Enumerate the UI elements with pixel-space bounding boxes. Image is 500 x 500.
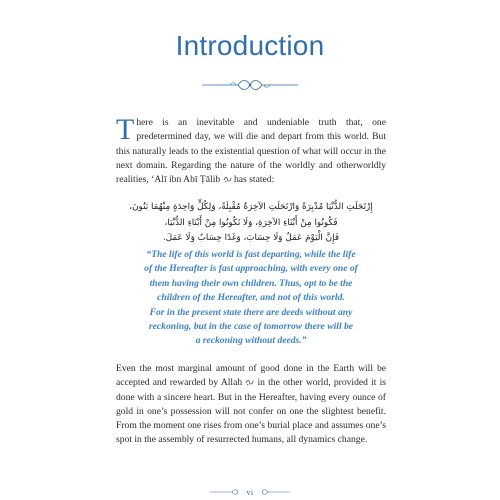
translation-quote xyxy=(116,248,386,349)
footer-ornament-right-icon xyxy=(260,488,290,496)
arabic-quote xyxy=(118,200,384,247)
arabic-line: فَإِنَّ الْيَوْمَ عَمَلٌ وَلَا حِسَابَ، وَغَدًا حِسَابٌ وَلَا عَمَلَ. xyxy=(162,233,340,243)
quote-line: a reckoning without deeds.” xyxy=(195,335,307,347)
flourish-divider-icon xyxy=(200,78,300,92)
quote-line: of the Hereafter is fast approaching, with every one of xyxy=(144,263,358,275)
footer-ornament-left-icon xyxy=(210,488,240,496)
drop-cap: T xyxy=(116,113,135,146)
intro-paragraph-text: here is an inevitable and undeniable truth that, one predetermined day, we will die and depart from this world. But this naturally leads to the existential question of what will occur in the next domain. Regarding the nature of the worldly and otherworldly realities, ‘Alī ibn Abī Ṭālib xyxy=(116,117,386,186)
intro-paragraph xyxy=(116,113,386,187)
arabic-line: فَكُونُوا مِنْ أَبْنَاءِ الآخِرَةِ، وَلَا تَكُونُوا مِنْ أَبْنَاءِ الدُّنْيَا، xyxy=(164,217,338,228)
quote-line: “The life of this world is fast departing, while the life xyxy=(146,249,356,260)
page-number: vi xyxy=(246,487,254,497)
honorific-ligature-icon xyxy=(223,175,232,183)
page-footer xyxy=(0,487,500,497)
page-title: Introduction xyxy=(175,30,325,61)
quote-line: children of the Hereafter, and not of this world. xyxy=(157,292,345,304)
second-paragraph-text: Even the most marginal amount of good done in the Earth will be accepted and rewarded by Allah xyxy=(116,363,386,389)
quote-line: reckoning, but in the case of tomorrow there will be xyxy=(148,321,354,333)
honorific-ligature-icon xyxy=(245,378,254,386)
quote-line: them having their own children. Thus, opt to be the xyxy=(149,277,353,289)
second-paragraph xyxy=(116,362,386,448)
arabic-line: إِرْتَحَلَتِ الدُّنْيَا مُدْبِرَةً وَارْتَحَلَتِ الآخِرَةُ مُقْبِلَةً، وَلِكُلٍّ وَاحِدَةٍ مِنْهُمَا بَنُونَ، xyxy=(129,202,373,212)
second-paragraph-tail: in the other world, provided it is done with a sincere heart. But in the Hereafter, having every ounce of gold in one’s possession will not confer on one the slightest benefit. From the moment one rises from one’s burial place and assumes one’s spot in the assembly of resurrected humans, all dynamics change. xyxy=(116,377,386,446)
quote-line: For in the present state there are deeds without any xyxy=(149,306,353,318)
intro-paragraph-tail: has stated: xyxy=(234,174,275,186)
